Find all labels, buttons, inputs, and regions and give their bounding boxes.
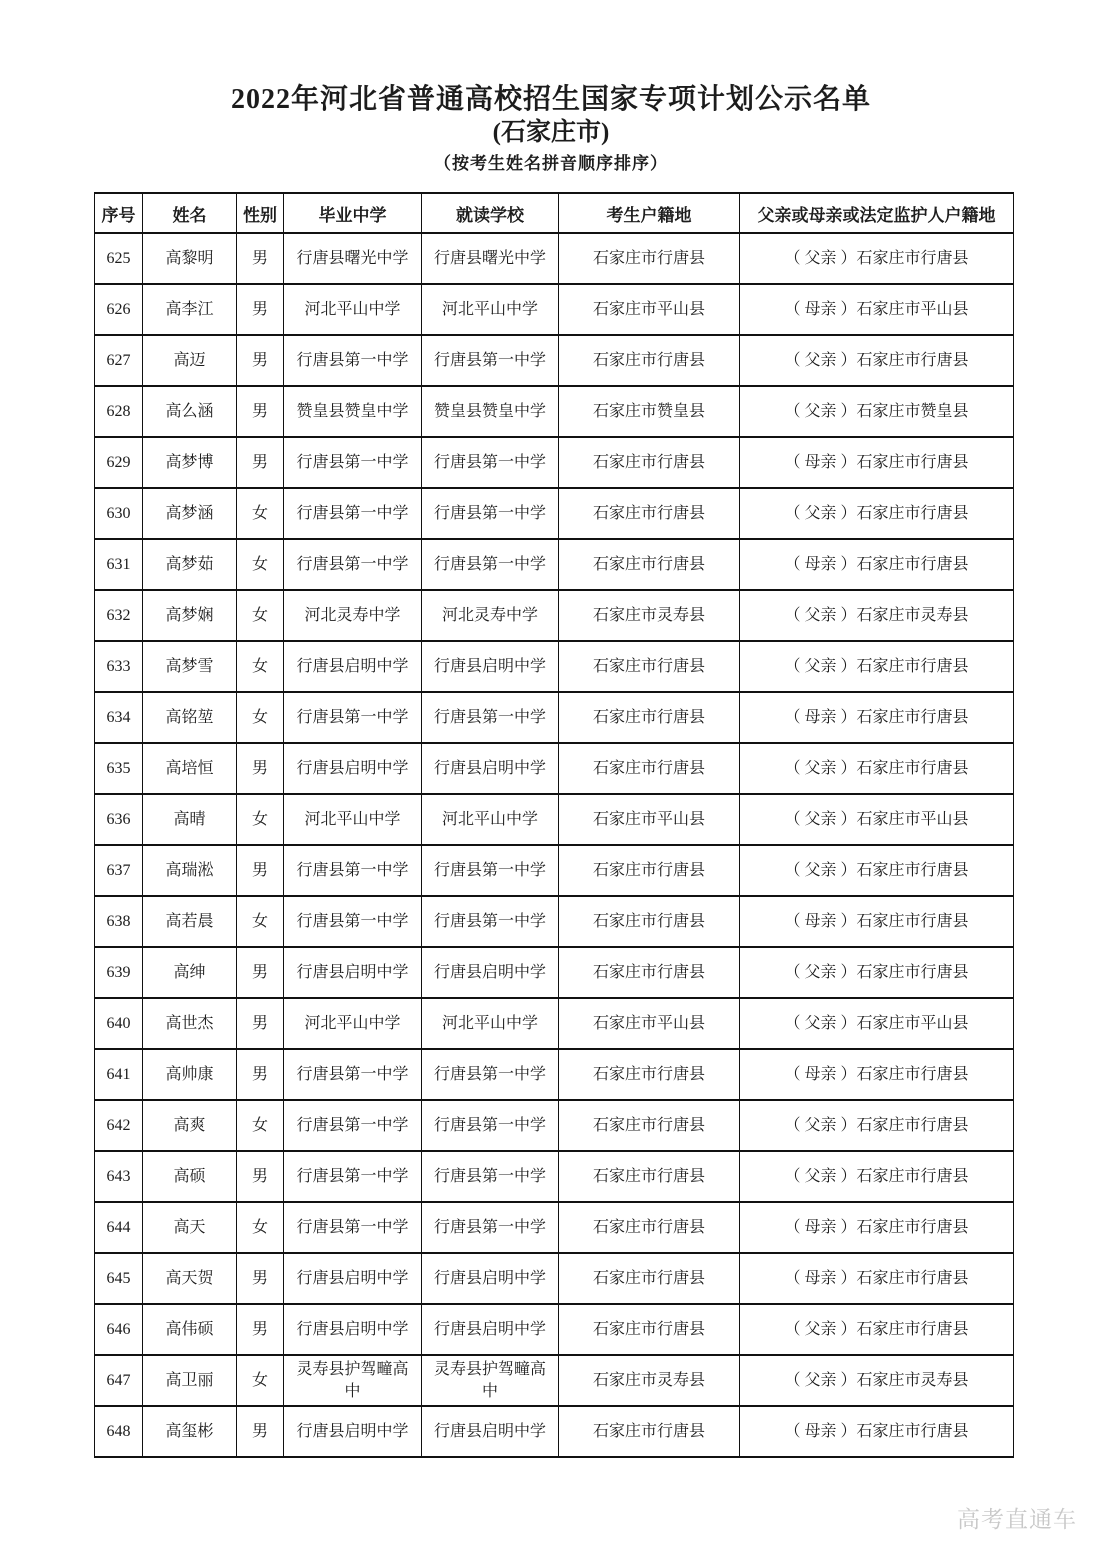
table-cell: 石家庄市行唐县 [559, 539, 740, 590]
table-cell: （ 父亲 ）石家庄市行唐县 [740, 1304, 1014, 1355]
table-cell: 石家庄市灵寿县 [559, 1355, 740, 1406]
table-row [95, 1151, 1014, 1202]
table-row [95, 1406, 1014, 1457]
table-cell: 高爽 [143, 1100, 237, 1151]
page-subtitle-sort-note: （按考生姓名拼音顺序排序） [434, 153, 668, 173]
table-cell: 行唐县第一中学 [422, 692, 559, 743]
table-cell: 行唐县第一中学 [422, 539, 559, 590]
table-cell: （ 父亲 ）石家庄市行唐县 [740, 743, 1014, 794]
table-cell: （ 母亲 ）石家庄市行唐县 [740, 1253, 1014, 1304]
table-cell: 630 [95, 488, 143, 539]
table-cell: 行唐县第一中学 [422, 896, 559, 947]
table-cell: 石家庄市行唐县 [559, 947, 740, 998]
table-cell: 行唐县第一中学 [422, 1049, 559, 1100]
table-cell: 行唐县第一中学 [284, 335, 422, 386]
table-cell: 男 [237, 743, 284, 794]
table-cell: （ 母亲 ）石家庄市行唐县 [740, 539, 1014, 590]
column-header-4: 就读学校 [422, 193, 559, 233]
page-title: 2022年河北省普通高校招生国家专项计划公示名单 [230, 84, 871, 115]
table-cell: 行唐县第一中学 [284, 692, 422, 743]
table-cell: 高培恒 [143, 743, 237, 794]
table-row [95, 1253, 1014, 1304]
table-cell: 石家庄市平山县 [559, 284, 740, 335]
table-cell: 行唐县启明中学 [422, 743, 559, 794]
table-cell: 643 [95, 1151, 143, 1202]
table-cell: 行唐县第一中学 [422, 437, 559, 488]
table-cell: 行唐县启明中学 [422, 641, 559, 692]
table-cell: 行唐县启明中学 [284, 641, 422, 692]
table-cell: 635 [95, 743, 143, 794]
table-cell: 石家庄市平山县 [559, 794, 740, 845]
table-cell: 行唐县第一中学 [422, 845, 559, 896]
table-cell: 634 [95, 692, 143, 743]
table-cell: 男 [237, 1253, 284, 1304]
table-cell: 648 [95, 1406, 143, 1457]
table-cell: 行唐县第一中学 [284, 437, 422, 488]
column-header-3: 毕业中学 [284, 193, 422, 233]
table-cell: 行唐县启明中学 [284, 947, 422, 998]
table-cell: 石家庄市行唐县 [559, 437, 740, 488]
table-cell: 男 [237, 233, 284, 284]
table-row [95, 437, 1014, 488]
table-cell: 河北平山中学 [422, 794, 559, 845]
table-cell: （ 父亲 ）石家庄市行唐县 [740, 641, 1014, 692]
table-cell: （ 父亲 ）石家庄市行唐县 [740, 845, 1014, 896]
table-cell: 石家庄市行唐县 [559, 1253, 740, 1304]
table-row [95, 539, 1014, 590]
table-cell: （ 母亲 ）石家庄市行唐县 [740, 896, 1014, 947]
table-cell: 男 [237, 845, 284, 896]
table-cell: （ 母亲 ）石家庄市平山县 [740, 284, 1014, 335]
table-cell: 644 [95, 1202, 143, 1253]
table-row [95, 743, 1014, 794]
table-cell: （ 父亲 ）石家庄市平山县 [740, 998, 1014, 1049]
table-cell: 633 [95, 641, 143, 692]
table-cell: 高瑞淞 [143, 845, 237, 896]
table-cell: 河北灵寿中学 [422, 590, 559, 641]
table-cell: 女 [237, 590, 284, 641]
table-cell: 高么涵 [143, 386, 237, 437]
table-cell: 石家庄市行唐县 [559, 896, 740, 947]
table-cell: 高天贺 [143, 1253, 237, 1304]
table-cell: 646 [95, 1304, 143, 1355]
table-cell: 行唐县第一中学 [284, 1202, 422, 1253]
table-cell: 高伟硕 [143, 1304, 237, 1355]
table-cell: 高梦博 [143, 437, 237, 488]
table-cell: 行唐县第一中学 [284, 1151, 422, 1202]
table-cell: 高世杰 [143, 998, 237, 1049]
table-cell: 行唐县第一中学 [284, 1049, 422, 1100]
table-cell: 女 [237, 1202, 284, 1253]
table-row [95, 1049, 1014, 1100]
table-cell: 639 [95, 947, 143, 998]
table-cell: 男 [237, 437, 284, 488]
table-cell: 645 [95, 1253, 143, 1304]
table-row [95, 284, 1014, 335]
column-header-1: 姓名 [143, 193, 237, 233]
table-cell: （ 父亲 ）石家庄市行唐县 [740, 233, 1014, 284]
table-cell: 628 [95, 386, 143, 437]
table-row [95, 233, 1014, 284]
table-cell: 行唐县曙光中学 [284, 233, 422, 284]
title-block [0, 0, 1102, 173]
table-cell: 河北平山中学 [284, 998, 422, 1049]
students-table [94, 192, 1014, 1458]
table-cell: 高黎明 [143, 233, 237, 284]
table-cell: 赞皇县赞皇中学 [284, 386, 422, 437]
table-cell: 高硕 [143, 1151, 237, 1202]
table-row [95, 590, 1014, 641]
table-cell: 河北平山中学 [422, 284, 559, 335]
table-cell: 石家庄市灵寿县 [559, 590, 740, 641]
table-cell: 627 [95, 335, 143, 386]
column-header-2: 性别 [237, 193, 284, 233]
table-cell: 629 [95, 437, 143, 488]
table-cell: 高梦涵 [143, 488, 237, 539]
table-cell: 女 [237, 1355, 284, 1406]
column-header-0: 序号 [95, 193, 143, 233]
table-cell: （ 父亲 ）石家庄市行唐县 [740, 1151, 1014, 1202]
table-cell: 行唐县启明中学 [284, 1253, 422, 1304]
watermark-text: 高考直通车 [957, 1506, 1077, 1532]
table-cell: 640 [95, 998, 143, 1049]
table-cell: 石家庄市行唐县 [559, 1100, 740, 1151]
table-cell: 灵寿县护驾疃高中 [422, 1355, 559, 1406]
table-cell: 男 [237, 998, 284, 1049]
table-row [95, 1304, 1014, 1355]
column-header-6: 父亲或母亲或法定监护人户籍地 [740, 193, 1014, 233]
table-cell: 高铭堃 [143, 692, 237, 743]
table-cell: 石家庄市平山县 [559, 998, 740, 1049]
table-cell: 石家庄市行唐县 [559, 233, 740, 284]
table-cell: 行唐县第一中学 [284, 896, 422, 947]
table-cell: 625 [95, 233, 143, 284]
table-cell: 637 [95, 845, 143, 896]
table-cell: 石家庄市行唐县 [559, 692, 740, 743]
table-cell: 石家庄市行唐县 [559, 845, 740, 896]
table-row [95, 335, 1014, 386]
table-cell: 638 [95, 896, 143, 947]
table-cell: 高李江 [143, 284, 237, 335]
table-row [95, 1202, 1014, 1253]
table-cell: （ 父亲 ）石家庄市灵寿县 [740, 590, 1014, 641]
column-header-5: 考生户籍地 [559, 193, 740, 233]
table-cell: 高卫丽 [143, 1355, 237, 1406]
table-row [95, 641, 1014, 692]
table-cell: 行唐县启明中学 [422, 1253, 559, 1304]
table-cell: （ 母亲 ）石家庄市行唐县 [740, 692, 1014, 743]
table-cell: 石家庄市行唐县 [559, 641, 740, 692]
table-cell: 石家庄市行唐县 [559, 1151, 740, 1202]
table-cell: 高梦茹 [143, 539, 237, 590]
table-cell: 行唐县第一中学 [422, 1100, 559, 1151]
table-row [95, 998, 1014, 1049]
table-cell: 石家庄市行唐县 [559, 1406, 740, 1457]
table-cell: 女 [237, 1100, 284, 1151]
table-cell: 灵寿县护驾疃高中 [284, 1355, 422, 1406]
table-row [95, 692, 1014, 743]
table-row [95, 896, 1014, 947]
table-cell: （ 母亲 ）石家庄市行唐县 [740, 1406, 1014, 1457]
table-cell: 石家庄市行唐县 [559, 1202, 740, 1253]
table-cell: （ 父亲 ）石家庄市行唐县 [740, 947, 1014, 998]
table-cell: （ 父亲 ）石家庄市行唐县 [740, 1100, 1014, 1151]
table-cell: 行唐县第一中学 [284, 539, 422, 590]
table-cell: 636 [95, 794, 143, 845]
table-cell: 行唐县第一中学 [422, 488, 559, 539]
table-cell: （ 母亲 ）石家庄市行唐县 [740, 1202, 1014, 1253]
table-cell: 行唐县启明中学 [422, 1304, 559, 1355]
table-cell: 石家庄市行唐县 [559, 743, 740, 794]
table-cell: 高帅康 [143, 1049, 237, 1100]
table-cell: 女 [237, 488, 284, 539]
table-cell: 高天 [143, 1202, 237, 1253]
table-cell: 石家庄市赞皇县 [559, 386, 740, 437]
table-cell: 行唐县启明中学 [422, 1406, 559, 1457]
table-row [95, 794, 1014, 845]
table-cell: 女 [237, 896, 284, 947]
table-cell: 高玺彬 [143, 1406, 237, 1457]
table-cell: （ 父亲 ）石家庄市行唐县 [740, 335, 1014, 386]
table-cell: 高梦雪 [143, 641, 237, 692]
table-cell: 642 [95, 1100, 143, 1151]
table-cell: 石家庄市行唐县 [559, 1049, 740, 1100]
table-cell: 男 [237, 284, 284, 335]
table-cell: 男 [237, 335, 284, 386]
table-cell: 石家庄市行唐县 [559, 335, 740, 386]
table-cell: 赞皇县赞皇中学 [422, 386, 559, 437]
table-cell: 行唐县启明中学 [284, 743, 422, 794]
table-cell: 行唐县曙光中学 [422, 233, 559, 284]
table-header-row [95, 193, 1014, 233]
table-cell: 行唐县第一中学 [284, 1100, 422, 1151]
table-cell: （ 父亲 ）石家庄市灵寿县 [740, 1355, 1014, 1406]
table-cell: 男 [237, 386, 284, 437]
table-cell: 行唐县第一中学 [422, 1151, 559, 1202]
table-cell: 高若晨 [143, 896, 237, 947]
table-cell: （ 父亲 ）石家庄市赞皇县 [740, 386, 1014, 437]
table-cell: 女 [237, 692, 284, 743]
table-cell: （ 母亲 ）石家庄市行唐县 [740, 1049, 1014, 1100]
table-cell: 行唐县第一中学 [284, 488, 422, 539]
table-cell: 河北平山中学 [422, 998, 559, 1049]
table-cell: 男 [237, 1406, 284, 1457]
table-cell: 男 [237, 1304, 284, 1355]
table-row [95, 1100, 1014, 1151]
table-cell: 石家庄市行唐县 [559, 488, 740, 539]
table-cell: 行唐县第一中学 [284, 845, 422, 896]
table-cell: 632 [95, 590, 143, 641]
table-row [95, 947, 1014, 998]
table-cell: 女 [237, 794, 284, 845]
table-cell: 行唐县第一中学 [422, 335, 559, 386]
table-cell: 男 [237, 1151, 284, 1202]
table-cell: 647 [95, 1355, 143, 1406]
table-row [95, 845, 1014, 896]
table-cell: 626 [95, 284, 143, 335]
table-cell: 女 [237, 641, 284, 692]
table-cell: 641 [95, 1049, 143, 1100]
table-cell: 河北平山中学 [284, 284, 422, 335]
table-cell: （ 父亲 ）石家庄市平山县 [740, 794, 1014, 845]
table-cell: 行唐县启明中学 [422, 947, 559, 998]
table-row [95, 386, 1014, 437]
table-row [95, 1355, 1014, 1406]
table-cell: 河北平山中学 [284, 794, 422, 845]
table-cell: 石家庄市行唐县 [559, 1304, 740, 1355]
table-cell: 男 [237, 1049, 284, 1100]
table-cell: 河北灵寿中学 [284, 590, 422, 641]
table-cell: （ 母亲 ）石家庄市行唐县 [740, 437, 1014, 488]
page-subtitle-city: (石家庄市) [492, 119, 610, 147]
table-cell: （ 父亲 ）石家庄市行唐县 [740, 488, 1014, 539]
table-cell: 高绅 [143, 947, 237, 998]
table-cell: 高迈 [143, 335, 237, 386]
table-cell: 631 [95, 539, 143, 590]
table-cell: 男 [237, 947, 284, 998]
table-cell: 高晴 [143, 794, 237, 845]
table-row [95, 488, 1014, 539]
table-cell: 高梦娴 [143, 590, 237, 641]
table-cell: 女 [237, 539, 284, 590]
table-cell: 行唐县启明中学 [284, 1304, 422, 1355]
table-cell: 行唐县启明中学 [284, 1406, 422, 1457]
table-cell: 行唐县第一中学 [422, 1202, 559, 1253]
